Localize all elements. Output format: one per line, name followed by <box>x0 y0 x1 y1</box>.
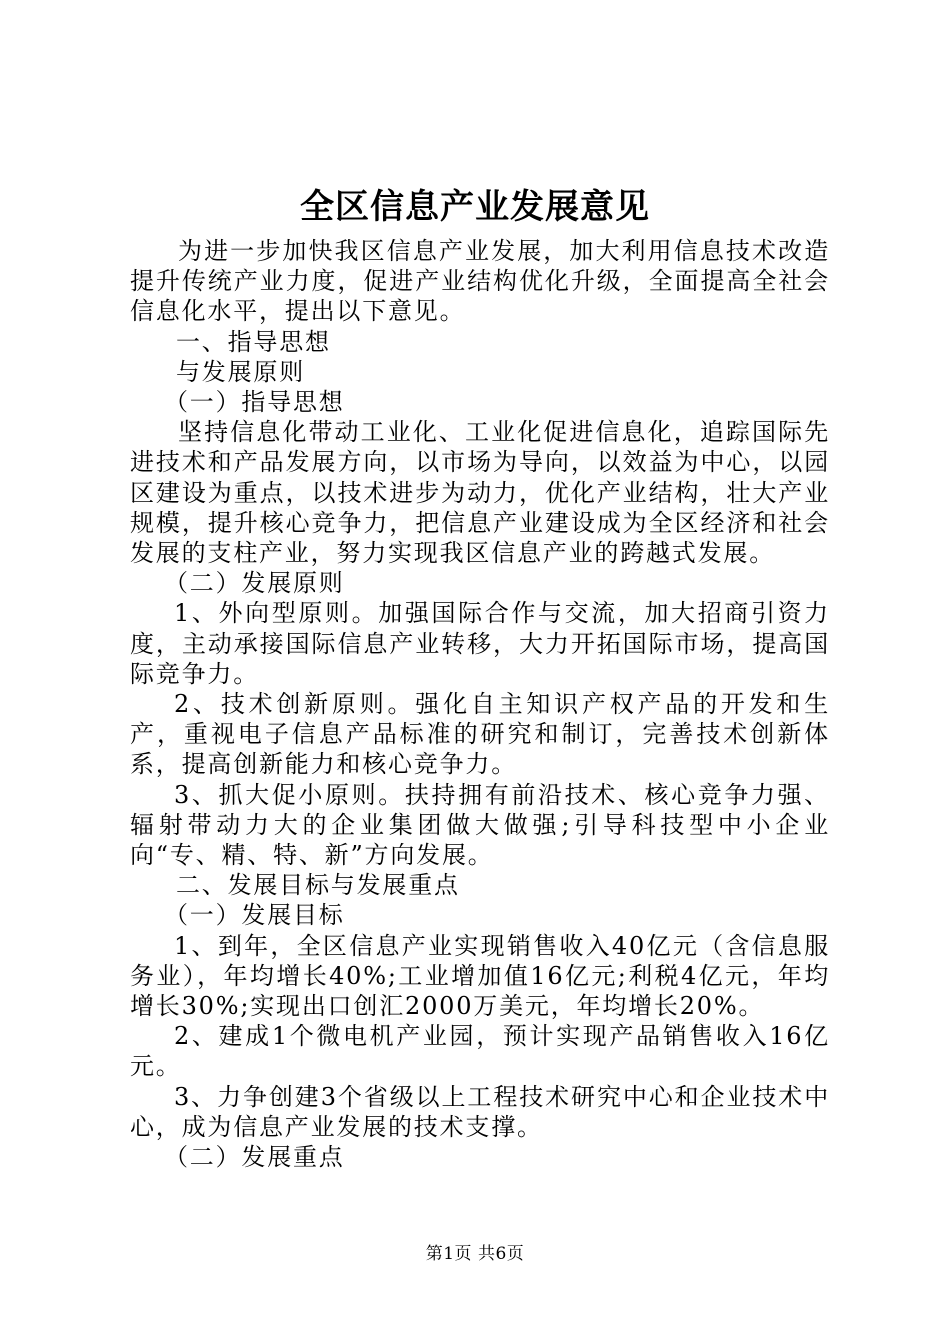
subsection-heading-focus: （二）发展重点 <box>164 1143 345 1172</box>
document-body <box>130 236 830 1172</box>
document-title: 全区信息产业发展意见 <box>300 187 650 227</box>
section-heading-1: 一、指导思想 <box>176 327 331 356</box>
page-footer: 第1页 共6页 <box>425 1244 525 1264</box>
subsection-heading-guiding-ideology: （一）指导思想 <box>164 388 345 417</box>
guiding-ideology-paragraph: 坚持信息化带动工业化、工业化促进信息化，追踪国际先进技术和产品发展方向，以市场为导向，以效益为中心，以园区建设为重点，以技术进步为动力，优化产业结构，壮大产业规模，提升核心竞争力，把信息产业建设成为全区经济和社会发展的支柱产业，努力实现我区信息产业的跨越式发展。 <box>130 418 830 568</box>
intro-paragraph: 为进一步加快我区信息产业发展，加大利用信息技术改造提升传统产业力度，促进产业结构优化升级，全面提高全社会信息化水平，提出以下意见。 <box>130 237 830 326</box>
goal-1-paragraph: 1、到年，全区信息产业实现销售收入40亿元（含信息服务业），年均增长40%;工业增加值16亿元;利税4亿元，年均增长30%;实现出口创汇2000万美元，年均增长20%。 <box>130 931 830 1021</box>
principle-2-paragraph: 2、技术创新原则。强化自主知识产权产品的开发和生产，重视电子信息产品标准的研究和制订，完善技术创新体系，提高创新能力和核心竞争力。 <box>130 690 830 779</box>
section-heading-1-continued: 与发展原则 <box>176 357 305 386</box>
principle-3-paragraph: 3、抓大促小原则。扶持拥有前沿技术、核心竞争力强、辐射带动力大的企业集团做大做强;引导科技型中小企业向“专、精、特、新”方向发展。 <box>130 780 830 870</box>
principle-1-paragraph: 1、外向型原则。加强国际合作与交流，加大招商引资力度，主动承接国际信息产业转移，大力开拓国际市场，提高国际竞争力。 <box>130 599 830 688</box>
subsection-heading-goals: （一）发展目标 <box>164 901 345 930</box>
goal-2-paragraph: 2、建成1个微电机产业园，预计实现产品销售收入16亿元。 <box>130 1022 830 1081</box>
subsection-heading-principles: （二）发展原则 <box>164 569 345 598</box>
goal-3-paragraph: 3、力争创建3个省级以上工程技术研究中心和企业技术中心，成为信息产业发展的技术支撑。 <box>130 1082 830 1141</box>
section-heading-2: 二、发展目标与发展重点 <box>176 871 460 900</box>
